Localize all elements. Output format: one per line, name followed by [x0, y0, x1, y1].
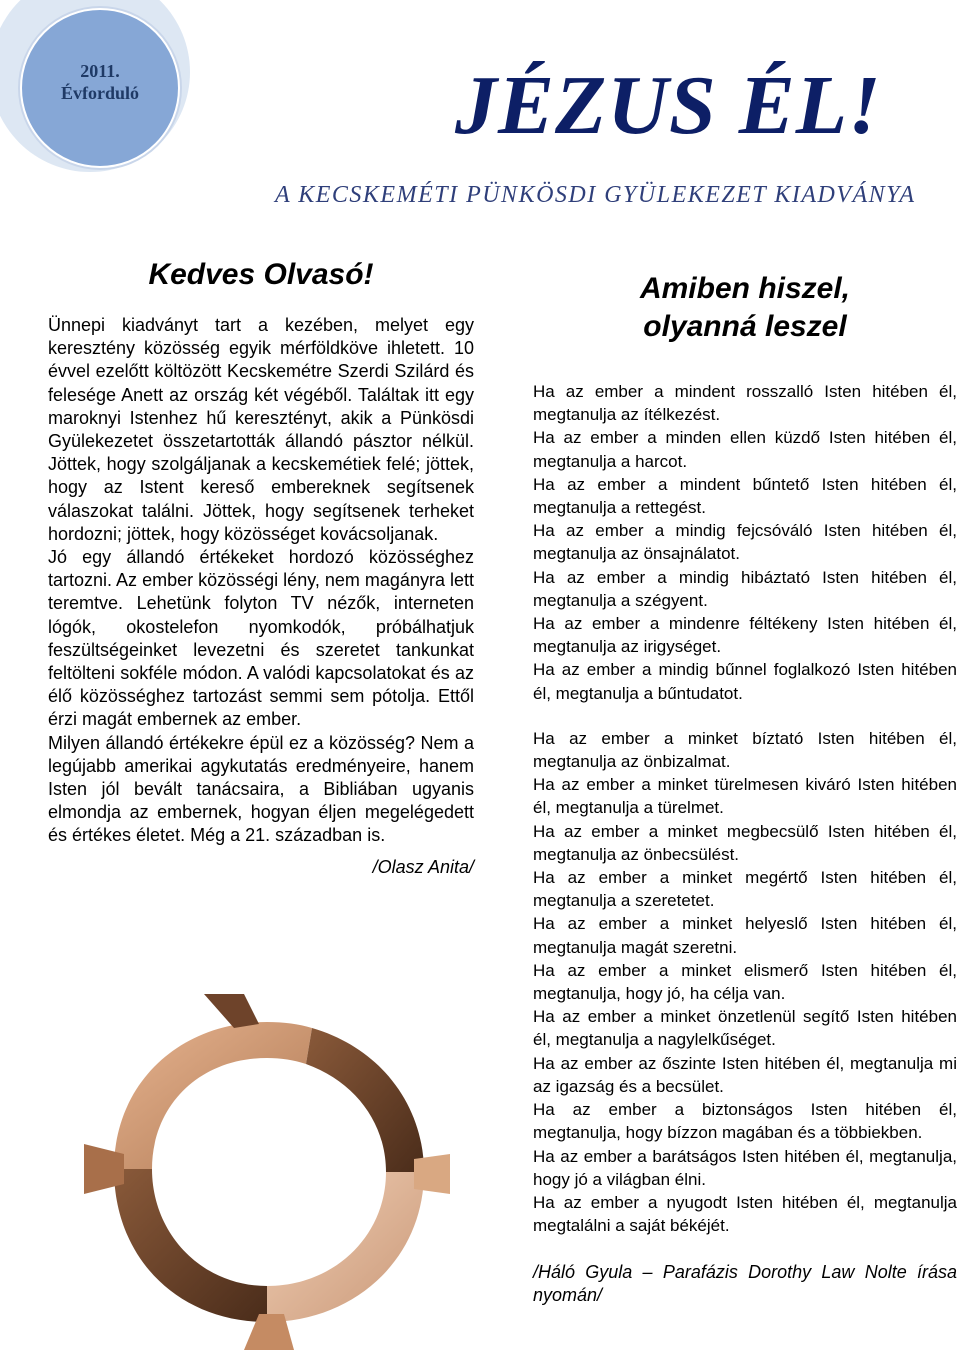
poem-line: Ha az ember a mindent rosszalló Isten hitében él, megtanulja az ítélkezést.: [533, 382, 957, 425]
editorial-paragraph-3: Milyen állandó értékekre épül ez a közösség? Nem a legújabb amerikai agykutatás eredményeire, hanem Isten jól bevált tanácsaira, a Bibliában ugyanis elmondja az embernek, hogyan éljen megelégedett és értékes életet. Még a 21. században is.: [48, 732, 474, 846]
masthead-title: JÉZUS ÉL!: [455, 59, 882, 152]
poem-line: Ha az ember a mindig bűnnel foglalkozó Isten hitében él, megtanulja a bűntudatot.: [533, 660, 957, 703]
poem-line: Ha az ember a nyugodt Isten hitében él, megtanulja megtalálni a saját békéjét.: [533, 1192, 957, 1236]
poem-heading-line-2: olyanná leszel: [643, 310, 847, 343]
editorial-heading: Kedves Olvasó!: [148, 258, 374, 291]
poem-line: Ha az ember a minket helyeslő Isten hitében él, megtanulja magát szeretni.: [533, 914, 957, 957]
hands-circle-illustration: [84, 994, 450, 1350]
badge-year: 2011.: [80, 61, 120, 81]
poem-line: Ha az ember a biztonságos Isten hitében él, megtanulja, hogy bízzon magában és a többiekben.: [533, 1100, 957, 1143]
poem-line: Ha az ember a minket türelmesen kiváró Isten hitében él, megtanulja a türelmet.: [533, 775, 957, 818]
poem-line: Ha az ember a barátságos Isten hitében él, megtanulja, hogy jó a világban élni.: [533, 1146, 957, 1189]
anniversary-badge-text: [20, 60, 180, 104]
masthead-subtitle: A KECSKEMÉTI PÜNKÖSDI GYÜLEKEZET KIADVÁNYA: [275, 182, 916, 208]
poem-line: Ha az ember a minket elismerő Isten hitében él, megtanulja, hogy jó, ha célja van.: [533, 960, 957, 1004]
poem-line: Ha az ember a mindenre féltékeny Isten hitében él, megtanulja az irigységet.: [533, 614, 957, 657]
poem-line: Ha az ember a minket megbecsülő Isten hitében él, megtanulja az önbecsülést.: [533, 821, 957, 864]
editorial-paragraph-1: Ünnepi kiadványt tart a kezében, melyet egy keresztény közösség egyik mérföldköve ihletett. 10 évvel ezelőtt költözött Kecskemétre Szerdi Szilárd és felesége Anett az ország két végéből. Találtak itt egy maroknyi Istenhez hű keresztényt, akik a Pünkösdi Gyülekezetet összetartották állandó pásztor nélkül. Jöttek, hogy szolgáljanak a kecskemétiek felé; jöttek, hogy az Istent kereső embereknek segítsenek válaszokat találni. Jöttek, hogy segítsenek terheket hordozni; jöttek, hogy közösséget kovácsoljanak.: [48, 315, 474, 544]
poem-line: Ha az ember a mindent bűntető Isten hitében él, megtanulja a rettegést.: [533, 474, 957, 518]
poem-signature: /Háló Gyula – Parafázis Dorothy Law Nolte írása nyomán/: [533, 1262, 957, 1306]
editorial-signature: /Olasz Anita/: [372, 856, 474, 877]
poem-line: Ha az ember a mindig hibáztató Isten hitében él, megtanulja a szégyent.: [533, 567, 957, 610]
poem-line: Ha az ember a minket megértő Isten hitében él, megtanulja a szeretetet.: [533, 868, 957, 911]
poem-line: Ha az ember a minket önzetlenül segítő Isten hitében él, megtanulja a nagylelkűséget.: [533, 1007, 957, 1050]
poem-line: Ha az ember a minket bíztató Isten hitében él, megtanulja az önbizalmat.: [533, 728, 957, 772]
poem-heading: [533, 270, 957, 346]
poem-line: Ha az ember a mindig fejcsóváló Isten hitében él, megtanulja az önsajnálatot.: [533, 521, 957, 564]
poem-stanza-gap: [533, 705, 957, 727]
editorial-paragraph-2: Jó egy állandó értékeket hordozó közösséghez tartozni. Az ember közösségi lény, nem magányra lett teremtve. Lehetünk folyton TV nézők, interneten lógók, okostelefon nyomkodók, próbálhatjuk feszültségeinket levezetni és szeretet tankunkat feltölteni sokféle módon. A valódi kapcsolatokat és az élő közösséghez tartozást semmi sem pótolja. Ettől érzi magát embernek az ember.: [48, 547, 474, 730]
poem-line: Ha az ember a minden ellen küzdő Isten hitében él, megtanulja a harcot.: [533, 428, 957, 471]
poem-column: [533, 270, 957, 1307]
poem-line: Ha az ember az őszinte Isten hitében él, megtanulja mi az igazság és a becsület.: [533, 1053, 957, 1096]
poem-heading-line-1: Amiben hiszel,: [639, 272, 851, 305]
badge-label: Évforduló: [60, 83, 139, 103]
editorial-column: [48, 256, 474, 879]
